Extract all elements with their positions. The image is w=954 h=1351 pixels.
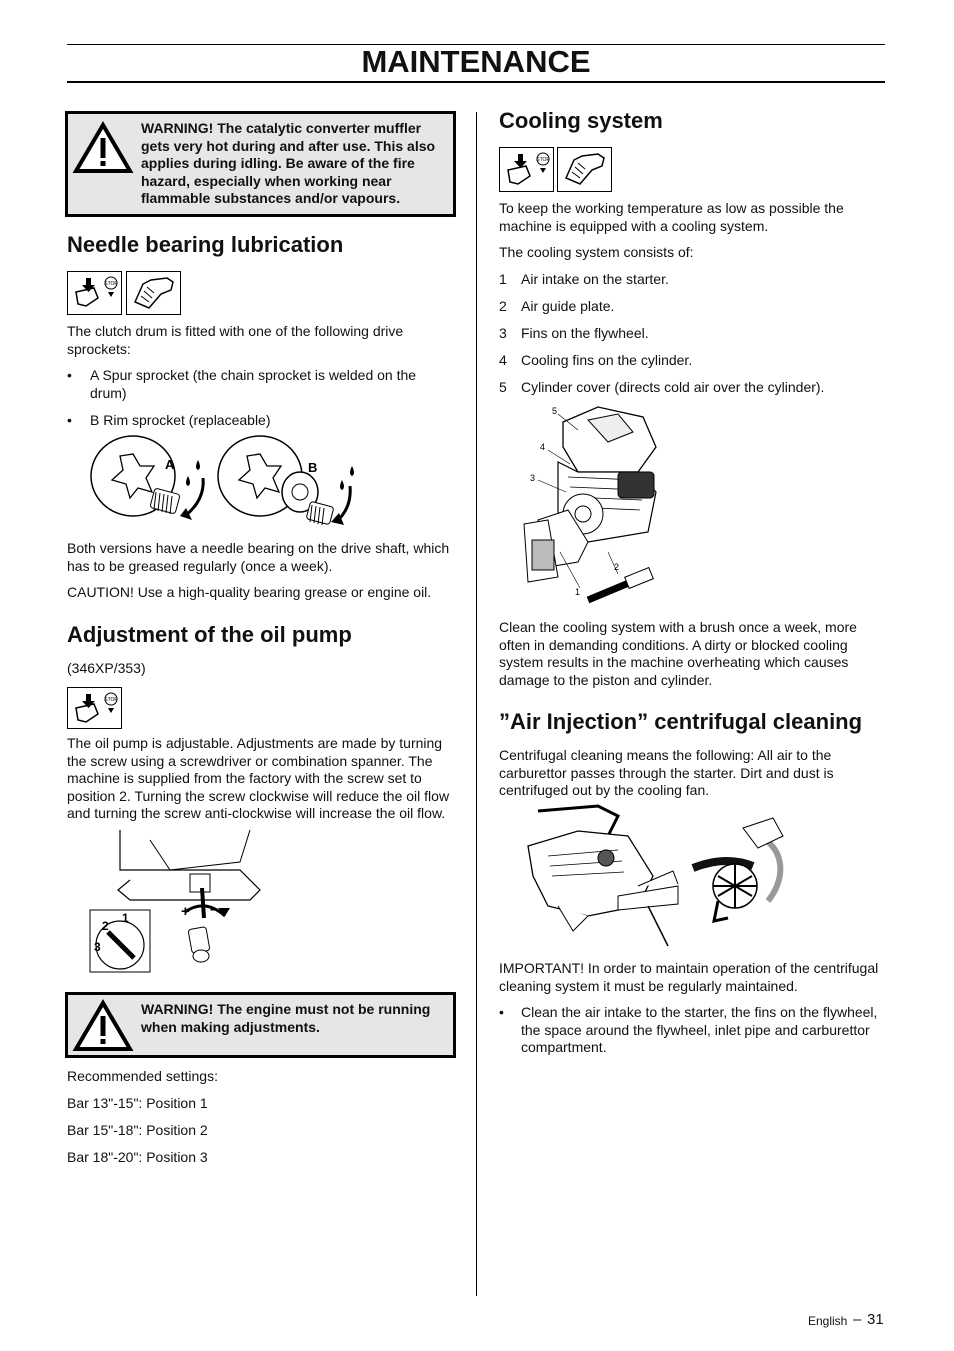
cooling-intro: To keep the working temperature as low as possible the machine is equipped with a cooling system. [499, 200, 844, 234]
list-number: 3 [499, 325, 507, 341]
warning-text: WARNING! The engine must not be running when making adjustments. [141, 1001, 431, 1035]
list-item: Fins on the flywheel. [521, 325, 649, 341]
label-3: 3 [94, 940, 101, 954]
needle-both-versions: Both versions have a needle bearing on the drive shaft, which has to be greased regularly (once a week). [67, 540, 450, 574]
air-injection-body: Centrifugal cleaning means the following: All air to the carburettor passes through the starter. Dirt and dust is centrifuged out by the cooling fan. [499, 747, 834, 798]
warning-text: WARNING! The catalytic converter muffler gets very hot during and after use. This also applies during idling. Be aware of the fire hazard, especially when working near flammable substances and/or vapours. [141, 120, 436, 207]
label-b: B [308, 460, 318, 475]
glove-icon [126, 271, 181, 315]
label-plus: + [181, 903, 190, 920]
air-important: IMPORTANT! In order to maintain operation of the centrifugal cleaning system it must be regularly maintained. [499, 960, 879, 994]
oil-pump-figure [90, 830, 270, 975]
list-number: 5 [499, 379, 507, 395]
fig-label-5: 5 [552, 406, 558, 416]
list-item: Air intake on the starter. [521, 271, 669, 287]
heading-needle-bearing: Needle bearing lubrication [67, 232, 344, 257]
svg-text:STOP: STOP [104, 281, 118, 287]
fig-label-1: 1 [575, 587, 581, 597]
bullet-dot: • [67, 367, 72, 383]
cooling-consists: The cooling system consists of: [499, 244, 694, 260]
list-item: Cooling fins on the cylinder. [521, 352, 693, 368]
header-bottom-rule [67, 81, 885, 83]
needle-caution: CAUTION! Use a high-quality bearing grease or engine oil. [67, 584, 432, 600]
list-item: Air guide plate. [521, 298, 615, 314]
air-injection-figure [518, 806, 793, 951]
stop-engine-icon [499, 147, 554, 192]
heading-oil-pump: Adjustment of the oil pump [67, 622, 352, 647]
list-number: 2 [499, 298, 507, 314]
oil-pump-body: The oil pump is adjustable. Adjustments are made by turning the screw using a screwdriver or combination spanner. The machine is supplied from the factory with the screw set to position 2. Turning the screw clockwise will reduce the oil flow and turning the screw anti-clockwise will increase the oil flow. [67, 735, 450, 821]
fig-label-3: 3 [530, 473, 536, 483]
setting-1: Bar 13"-15": Position 1 [67, 1095, 208, 1111]
heading-air-injection: ”Air Injection” centrifugal cleaning [499, 709, 863, 734]
page-title: MAINTENANCE [361, 44, 591, 79]
warning-triangle-icon [74, 122, 132, 174]
bullet-dot: • [67, 412, 72, 428]
setting-2: Bar 15"-18": Position 2 [67, 1122, 208, 1138]
bullet-dot: • [499, 1004, 504, 1020]
footer-dash: – [853, 1311, 862, 1328]
label-2: 2 [102, 919, 109, 933]
footer-language: English [808, 1314, 848, 1328]
sprocket-figure [88, 436, 368, 528]
svg-text:STOP: STOP [536, 157, 550, 163]
fig-label-2: 2 [614, 562, 620, 572]
warning-triangle-icon [74, 1000, 132, 1052]
label-minus: – [210, 901, 219, 918]
cooling-system-figure [518, 402, 668, 607]
heading-cooling-system: Cooling system [499, 108, 663, 133]
needle-intro: The clutch drum is fitted with one of the following drive sprockets: [67, 323, 404, 357]
bullet-rim-sprocket: B Rim sprocket (replaceable) [90, 412, 271, 428]
stop-engine-icon [67, 271, 122, 315]
column-divider [476, 112, 477, 1296]
warning-box-catalytic [65, 111, 456, 217]
warning-box-engine [65, 992, 456, 1058]
label-a: A [165, 457, 175, 472]
page-number: 31 [867, 1311, 884, 1328]
cooling-clean: Clean the cooling system with a brush once a week, more often in demanding conditions. A dirty or blocked cooling system results in the machine overheating which causes damage to the piston and cylinder. [499, 619, 857, 688]
svg-text:STOP: STOP [104, 697, 118, 703]
label-1: 1 [122, 911, 129, 925]
stop-engine-icon [67, 687, 122, 729]
settings-intro: Recommended settings: [67, 1068, 218, 1084]
list-number: 1 [499, 271, 507, 287]
air-bullet-clean: Clean the air intake to the starter, the fins on the flywheel, the space around the flywheel, inlet pipe and carburettor compartment. [521, 1004, 878, 1055]
list-item: Cylinder cover (directs cold air over the cylinder). [521, 379, 825, 395]
fig-label-4: 4 [540, 442, 546, 452]
bullet-spur-sprocket: A Spur sprocket (the chain sprocket is welded on the drum) [90, 367, 417, 401]
setting-3: Bar 18"-20": Position 3 [67, 1149, 208, 1165]
oil-pump-models: (346XP/353) [67, 660, 146, 676]
list-number: 4 [499, 352, 507, 368]
glove-icon [557, 147, 612, 192]
